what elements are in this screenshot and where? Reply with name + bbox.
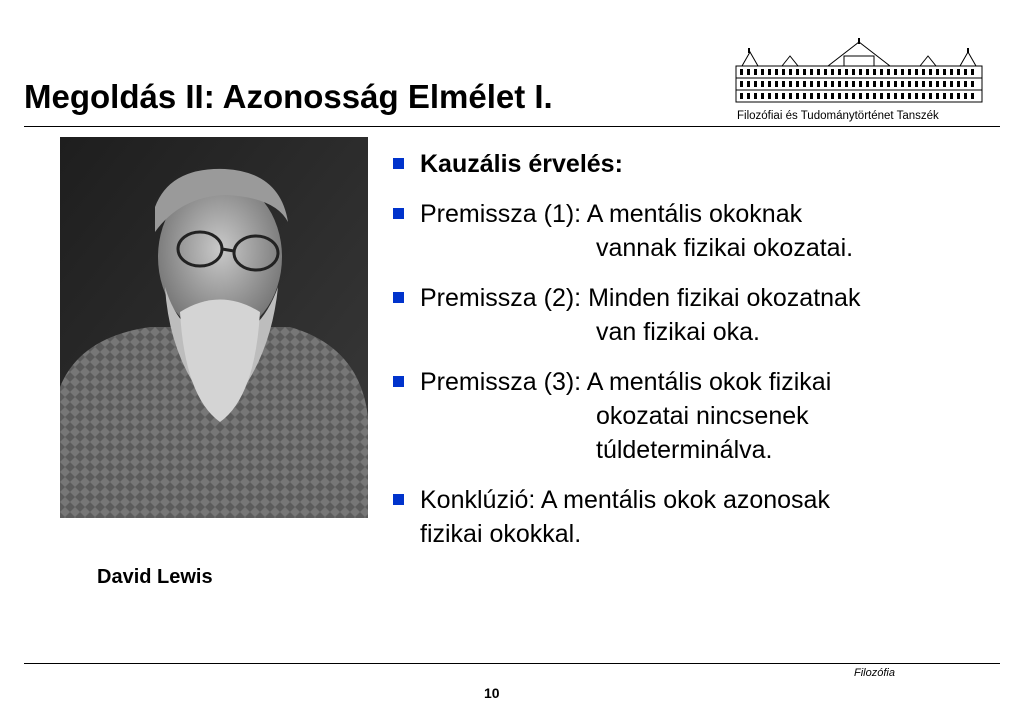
photo-caption: David Lewis (97, 566, 213, 588)
bullet-continuation: vannak fizikai okozatai. (596, 234, 854, 262)
square-bullet-icon (393, 494, 404, 505)
bullet-heading: Kauzális érvelés: (420, 150, 623, 178)
bullet-item (393, 146, 993, 182)
bullet-item (393, 280, 993, 350)
footer-divider (24, 663, 1000, 664)
square-bullet-icon (393, 208, 404, 219)
university-building-logo (732, 38, 986, 106)
slide-title: Megoldás II: Azonosság Elmélet I. (24, 78, 553, 115)
square-bullet-icon (393, 376, 404, 387)
square-bullet-icon (393, 292, 404, 303)
bullet-continuation: fizikai okokkal. (420, 520, 582, 548)
bullet-item (393, 482, 993, 552)
bullet-item (393, 196, 993, 266)
bullet-continuation: van fizikai oka. (596, 318, 760, 346)
department-name: Filozófiai és Tudománytörténet Tanszék (737, 110, 939, 122)
bullet-item (393, 364, 993, 468)
bullet-text: Premissza (2): Minden fizikai okozatnak (420, 284, 861, 312)
bullet-list (393, 146, 993, 566)
footer-label: Filozófia (854, 667, 895, 679)
bullet-text: Konklúzió: A mentális okok azonosak (420, 486, 830, 514)
bullet-text: Premissza (3): A mentális okok fizikai (420, 368, 832, 396)
title-divider (24, 126, 1000, 127)
square-bullet-icon (393, 158, 404, 169)
page-number: 10 (484, 685, 500, 701)
bullet-text: Premissza (1): A mentális okoknak (420, 200, 803, 228)
portrait-photo (60, 137, 368, 518)
bullet-continuation: túldeterminálva. (596, 436, 773, 464)
bullet-continuation: okozatai nincsenek (596, 402, 809, 430)
